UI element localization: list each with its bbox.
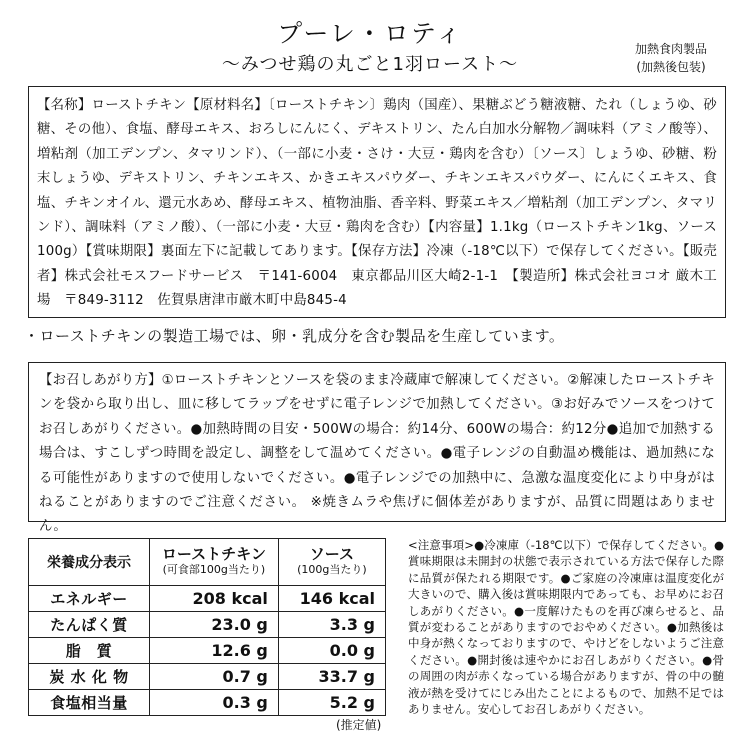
row-label: 脂 質 [29, 638, 150, 664]
howto-text: 【お召しあがり方】①ローストチキンとソースを袋のまま冷蔵庫で解凍してください。②解凍したローストチキンを袋から取り出し、皿に移してラップをせずに電子レンジで加熱してください。③お好みでソースをつけてお召しあがりください。●加熱時間の目安・500Wの場合：約14分、600Wの場合：約12分●追加で加熱する場合は、すこしずつ時間を設定し、調整をして温めてください。●電子レンジの自動温め機能は、過加熱になる可能性がありますので使用しないでください。●電子レンジでの加熱中に、急激な温度変化により中身がはねることがありますのでご注意ください。 ※焼きムラや焦げに個体差がありますが、品質に問題はありません。 [39, 373, 715, 535]
row-label: たんぱく質 [29, 612, 150, 638]
ingredients-box [28, 86, 726, 318]
row-label: 食塩相当量 [29, 690, 150, 716]
nutrition-header-row [29, 539, 386, 586]
product-title: プーレ・ロティ [277, 19, 463, 48]
col-sauce-sub: (100g当たり) [297, 563, 367, 576]
table-row [29, 586, 386, 612]
table-row [29, 664, 386, 690]
sauce-value: 5.2 g [278, 690, 385, 716]
howto-box [28, 362, 726, 535]
product-type-label [606, 40, 736, 76]
chicken-value: 0.3 g [150, 690, 279, 716]
row-label: 炭 水 化 物 [29, 664, 150, 690]
product-type-line1: 加熱食肉製品 [634, 42, 707, 56]
table-row [29, 690, 386, 716]
nutrition-table [28, 538, 386, 716]
sauce-value: 33.7 g [278, 664, 385, 690]
nutrition-col-chicken [150, 539, 279, 586]
allergen-notice: ・ローストチキンの製造工場では、卵・乳成分を含む製品を生産しています。 [24, 327, 565, 345]
col-sauce-name: ソース [309, 545, 355, 563]
chicken-value: 208 kcal [150, 586, 279, 612]
chicken-value: 23.0 g [150, 612, 279, 638]
nutrition-title: 栄養成分表示 [29, 539, 150, 586]
chicken-value: 12.6 g [150, 638, 279, 664]
caution-text: <注意事項>●冷凍庫（-18℃以下）で保存してください。●賞味期限は未開封の状態で表示されている方法で保存した際に品質が保たれる期限です。●ご家庭の冷凍庫は温度変化が大きいので、購入後は賞味期限内であっても、お早めにお召しあがりください。●一度解けたものを再び凍らせると、品質が変わることがありますのでおやめください。●加熱後は中身が熱くなっておりますので、やけどをしないようご注意ください。●開封後は速やかにお召しあがりください。●骨の周囲の肉が赤くなっている場合がありますが、骨の中の髄液が熱を受けてにじみ出たことによるもので、加熱不足ではありません。安心してお召しあがりください。 [408, 538, 724, 717]
col-chicken-sub: (可食部100g当たり) [162, 563, 266, 576]
estimate-note: (推定値) [336, 718, 382, 732]
product-type-line2: (加熱後包装) [636, 60, 706, 74]
table-row [29, 612, 386, 638]
sauce-value: 146 kcal [278, 586, 385, 612]
product-subtitle: 〜みつせ鶏の丸ごと1羽ロースト〜 [221, 54, 519, 75]
ingredients-text: 【名称】ローストチキン【原材料名】〔ローストチキン〕鶏肉（国産）、果糖ぶどう糖液糖、たれ（しょうゆ、砂糖、その他）、食塩、酵母エキス、おろしにんにく、デキストリン、たん白加水分解物／調味料（アミノ酸等）、増粘剤（加工デンプン、タマリンド）、（一部に小麦・さけ・大豆・鶏肉を含む）〔ソース〕しょうゆ、砂糖、粉末しょうゆ、デキストリン、チキンエキス、かきエキスパウダー、チキンエキスパウダー、にんにくエキス、食塩、チキンオイル、還元水あめ、酵母エキス、植物油脂、香辛料、野菜エキス／増粘剤（加工デンプン、タマリンド）、調味料（アミノ酸）、（一部に小麦・大豆・鶏肉を含む）【内容量】1.1kg（ローストチキン1kg、ソース100g）【賞味期限】裏面左下に記載してあります。【保存方法】冷凍（-18℃以下）で保存してください。【販売者】株式会社モスフードサービス 〒141-6004 東京都品川区大崎2-1-1 【製造所】株式会社ヨコオ 厳木工場 〒849-3112 佐賀県唐津市厳木町中島845-4 [37, 98, 717, 309]
nutrition-col-sauce [278, 539, 385, 586]
table-row [29, 638, 386, 664]
row-label: エネルギー [29, 586, 150, 612]
col-chicken-name: ローストチキン [161, 545, 266, 563]
sauce-value: 0.0 g [278, 638, 385, 664]
sauce-value: 3.3 g [278, 612, 385, 638]
chicken-value: 0.7 g [150, 664, 279, 690]
